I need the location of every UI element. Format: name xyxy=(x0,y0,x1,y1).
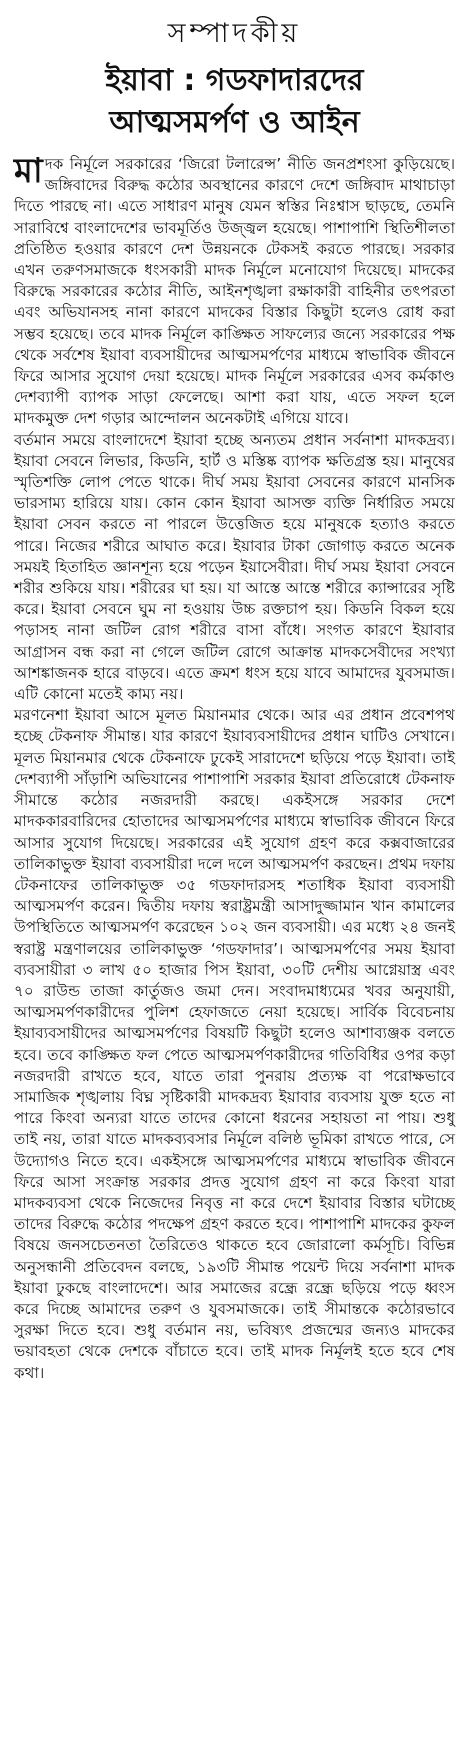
headline-line-2: আত্মসমর্পণ ও আইন xyxy=(109,105,360,140)
section-title: সম্পাদকীয় xyxy=(167,18,302,49)
paragraph-2: বর্তমান সময়ে বাংলাদেশে ইয়াবা হচ্ছে অন্যতম প্রধান সর্বনাশা মাদকদ্রব্য। ইয়াবা সেবনে লিভার, কিডনি, হার্ট ও মস্তিষ্ক ব্যাপক ক্ষতিগ্রস্ত হয়। মানুষের স্মৃতিশক্তি লোপ পেতে থাকে। দীর্ঘ সময় ইয়াবা সেবনের কারণে মানসিক ভারসাম্য হারিয়ে যায়। কোন কোন ইয়াবা আসক্ত ব্যক্তি নির্ধারিত সময়ে ইয়াবা সেবন করতে না পারলে উত্তেজিত হয়ে মানুষকে হত্যাও করতে পারে। নিজের শরীরে আঘাত করে। ইয়াবার টাকা জোগাড় করতে অনেক সময়ই হিতাহিত জ্ঞানশূন্য হয়ে পড়েন ইয়াসেবীরা। দীর্ঘ সময় ইয়াবা সেবনে শরীর শুকিয়ে যায়। শরীরের ঘা হয়। যা আস্তে আস্তে শরীরে ক্যান্সারের সৃষ্টি করে। ইয়াবা সেবনে ঘুম না হওয়ায় উচ্চ রক্তচাপ হয়। কিডনি বিকল হয়ে পড়াসহ নানা জটিল রোগ শরীরে বাসা বাঁধে। সংগত কারণে ইয়াবার আগ্রাসন বন্ধ করা না গেলে জটিল রোগে আক্রান্ত মাদকসেবীদের সংখ্যা আশঙ্কাজনক হারে বাড়বে। এতে ক্রমশ ধংস হয়ে যাবে আমাদের যুবসমাজ। এটি কোনো মতেই কাম্য নয়। xyxy=(14,430,455,704)
paragraph-1 xyxy=(14,151,455,430)
article-body xyxy=(14,151,455,1384)
paragraph-3: মরণনেশা ইয়াবা আসে মূলত মিয়ানমার থেকে। আর এর প্রধান প্রবেশপথ হচ্ছে টেকনাফ সীমান্ত। যার কারণে ইয়াব্যবসায়ীদের প্রধান ঘাটিও সেখানে। মূলত মিয়ানমার থেকে টেকনাফে ঢুকেই সারাদেশে ছড়িয়ে পড়ে ইয়াবা। তাই দেশব্যাপী সাঁড়াশি অভিযানের পাশাপাশি সরকার ইয়াবা প্রতিরোধে টেকনাফ সীমান্তে কঠোর নজরদারী করছে। একইসঙ্গে সরকার দেশে মাদককারবারিদের হোতাদের আত্মসমর্পণের মাধ্যমে স্বাভাবিক জীবনে ফিরে আসার সুযোগ দিয়েছে। সরকারের এই সুযোগ গ্রহণ করে কক্সবাজারের তালিকাভুক্ত ইয়াবা ব্যবসায়ীরা দলে দলে আত্মসমর্পণ করছেন। প্রথম দফায় টেকনাফের তালিকাভুক্ত ৩৫ গডফাদারসহ শতাধিক ইয়াবা ব্যবসায়ী আত্মসমর্পণ করেন। দ্বিতীয় দফায় স্বরাষ্ট্রমন্ত্রী আসাদুজ্জামান খান কামালের উপস্থিতিতে আত্মসমর্পণ করেছেন ১০২ জন ব্যবসায়ী। এর মধ্যে ২৪ জনই স্বরাষ্ট্র মন্ত্রণালয়ের তালিকাভুক্ত ‘গডফাদার’। আত্মসমর্পণের সময় ইয়াবা ব্যবসায়ীরা ৩ লাখ ৫০ হাজার পিস ইয়াবা, ৩০টি দেশীয় আগ্নেয়াস্ত্র এবং ৭০ রাউন্ড তাজা কার্তুজও জমা দেন। সংবাদমাধ্যমের খবর অনুযায়ী, আত্মসমর্পণকারীদের পুলিশ হেফাজতে নেয়া হয়েছে। সার্বিক বিবেচনায় ইয়াব্যবসায়ীদের আত্মসমর্পণের বিষয়টি কিছুটা হলেও আশাব্যঞ্জক বলতে হবে। তবে কাঙ্ক্ষিত ফল পেতে আত্মসমর্পণকারীদের গতিবিধির ওপর কড়া নজরদারী রাখতে হবে, যাতে তারা পুনরায় প্রত্যক্ষ বা পরোক্ষভাবে সামাজিক শৃঙ্খলায় বিঘ্ন সৃষ্টিকারী মাদকদ্রব্য ইয়াবার ব্যবসায় যুক্ত হতে না পারে কিংবা অন্যরা যাতে তাদের কোনো ধরনের সহায়তা না পায়। শুধু তাই নয়, তারা যাতে মাদকব্যবসার নির্মূলে বলিষ্ঠ ভূমিকা রাখতে পারে, সে উদ্যোগও নিতে হবে। একইসঙ্গে আত্মসমর্পণের মাধ্যমে স্বাভাবিক জীবনে ফিরে আসা সংক্রান্ত সরকার প্রদত্ত সুযোগ গ্রহণ না করে কিংবা যারা মাদকব্যবসা থেকে নিজেদের নিবৃত্ত না করে দেশে ইয়াবার বিস্তার ঘটাচ্ছে তাদের বিরুদ্ধে কঠোর পদক্ষেপ গ্রহণ করতে হবে। পাশাপাশি মাদকের কুফল বিষয়ে জনসচেতনতা তৈরিতেও থাকতে হবে জোরালো কর্মসূচি। বিভিন্ন অনুসন্ধানী প্রতিবেদন বলছে, ১৯৩টি সীমান্ত পয়েন্ট দিয়ে সর্বনাশা মাদক ইয়াবা ঢুকছে বাংলাদেশে। আর সমাজের রন্ধ্রে রন্ধ্রে ছড়িয়ে পড়ে ধ্বংস করে দিচ্ছে আমাদের তরুণ ও যুবসমাজকে। তাই সীমান্তকে কঠোরভাবে সুরক্ষা দিতে হবে। শুধু বর্তমান নয়, ভবিষ্যৎ প্রজন্মের জন্যও মাদকের ভয়াবহতা থেকে দেশকে বাঁচাতে হবে। তাই মাদক নির্মূলই হতে হবে শেষ কথা। xyxy=(14,706,455,1382)
paragraph-1-text: দক নির্মূলে সরকারের ‘জিরো টলারেন্স’ নীতি জনপ্রশংসা কুড়িয়েছে। জঙ্গিবাদের বিরুদ্ধ কঠোর অবস্থানের কারণে দেশে জঙ্গিবাদ মাথাচাড়া দিতে পারছে না। এতে সাধারণ মানুষ যেমন স্বস্তির নিঃশ্বাস ছাড়ছে, তেমনি সারাবিশ্বে বাংলাদেশের ভাবমূর্তিও উজ্জ্বল হয়েছে। পাশাপাশি স্থিতিশীলতা প্রতিষ্ঠিত হওয়ার কারণে দেশ উন্নয়নকে টেকসই করতে পারছে। সরকার এখন তরুণসমাজকে ধংসকারী মাদক নির্মূলে মনোযোগ দিয়েছে। মাদকের বিরুদ্ধে সরকারের কঠোর নীতি, আইনশৃঙ্খলা রক্ষাকারী বাহিনীর তৎপরতা এবং অভিযানসহ নানা কারণে মাদকের বিস্তার কিছুটা হলেও রোধ করা সম্ভব হয়েছে। তবে মাদক নির্মূলে কাঙ্ক্ষিত সাফল্যের জন্যে সরকারের পক্ষ থেকে সর্বশেষ ইয়াবা ব্যবসায়ীদের আত্মসমর্পণের মাধ্যমে স্বাভাবিক জীবনে ফিরে আসার সুযোগ দেয়া হয়েছে। মাদক নির্মূলে সরকারের এসব কর্মকাণ্ড দেশব্যাপী ব্যাপক সাড়া ফেলেছে। আশা করা যায়, এতে সফল হলে মাদকমুক্ত দেশ গড়ার আন্দোলন অনেকটাই এগিয়ে যাবে। xyxy=(14,155,455,428)
headline-line-1: ইয়াবা : গডফাদারদের xyxy=(105,63,364,98)
headline xyxy=(14,60,455,144)
drop-cap: মা xyxy=(14,151,43,191)
